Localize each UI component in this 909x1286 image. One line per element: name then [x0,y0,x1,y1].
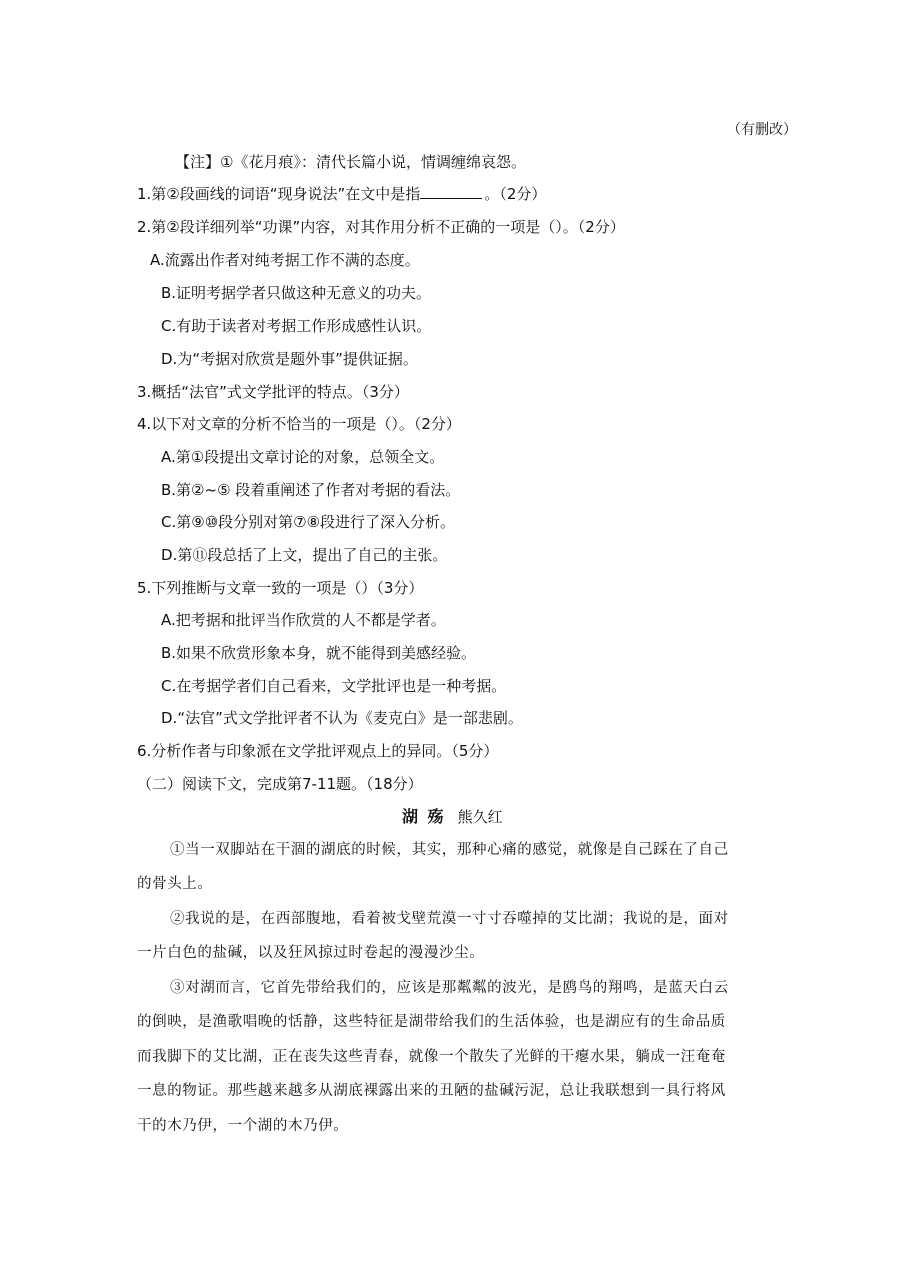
question-1-text: 1.第②段画线的词语“现身说法”在文中是指 [137,185,421,203]
paragraph-2-line-1: ②我说的是，在西部腹地，看着被戈壁荒漠一寸寸吞噬掉的艾比湖；我说的是，面对 [170,911,729,927]
annotation-note: 【注】①《花月痕》：清代长篇小说，情调缠绵哀怨。 [175,153,526,171]
paragraph-1-line-1: ①当一双脚站在干涸的湖底的时候，其实，那种心痛的感觉，就像是自己踩在了自己 [170,842,729,858]
question-2-option-c: C.有助于读者对考据工作形成感性认识。 [161,317,432,335]
question-5-option-d: D.“法官”式文学批评者不认为《麦克白》是一部悲剧。 [161,709,523,727]
question-1 [137,184,546,204]
section-2-heading: （二）阅读下文，完成第7-11题。（18分） [137,775,423,793]
question-2-option-d: D.为“考据对欣赏是题外事”提供证据。 [161,350,418,368]
question-5-option-c: C.在考据学者们自己看来，文学批评也是一种考据。 [161,677,507,695]
question-4-option-b: B.第②~⑤ 段着重阐述了作者对考据的看法。 [161,481,461,499]
paragraph-1-line-2: 的骨头上。 [137,876,213,892]
paragraph-3-line-3: 而我脚下的艾比湖，正在丧失这些青春，就像一个散失了光鲜的干瘪水果，躺成一汪奄奄 [137,1049,726,1065]
question-4-option-d: D.第⑪段总括了上文，提出了自己的主张。 [161,546,448,564]
paragraph-3-line-2: 的倒映，是渔歌唱晚的恬静，这些特征是湖带给我们的生活体验，也是湖应有的生命品质 [137,1014,726,1030]
question-1-score: 。（2分） [484,185,547,203]
question-4-option-c: C.第⑨⑩段分别对第⑦⑧段进行了深入分析。 [161,513,456,531]
answer-blank [420,184,482,199]
paragraph-3-line-4: 一息的物证。那些越来越多从湖底裸露出来的丑陋的盐碱污泥，总让我联想到一具行将风 [137,1083,726,1099]
paragraph-3-line-1: ③对湖而言，它首先带给我们的，应该是那粼粼的波光，是鸥鸟的翔鸣，是蓝天白云 [170,980,729,996]
question-3: 3.概括“法官”式文学批评的特点。（3分） [137,383,409,401]
article-author: 熊久红 [457,808,503,826]
question-2-option-a: A.流露出作者对纯考据工作不满的态度。 [150,251,420,269]
article-title: 湖 殇 [402,807,446,826]
paragraph-2-line-2: 一片白色的盐碱，以及狂风掠过时卷起的漫漫沙尘。 [137,945,485,961]
article-title-line [402,807,503,827]
question-5: 5.下列推断与文章一致的一项是（）（3分） [137,579,424,597]
source-note: （有删改） [727,122,797,138]
question-5-option-b: B.如果不欣赏形象本身，就不能得到美感经验。 [161,644,477,662]
question-2: 2.第②段详细列举“功课”内容，对其作用分析不正确的一项是（）。（2分） [137,218,625,236]
paragraph-3-line-5: 干的木乃伊，一个湖的木乃伊。 [137,1118,349,1134]
question-6: 6.分析作者与印象派在文学批评观点上的异同。（5分） [137,742,499,760]
question-4-option-a: A.第①段提出文章讨论的对象，总领全文。 [161,448,445,466]
question-5-option-a: A.把考据和批评当作欣赏的人不都是学者。 [161,611,446,629]
question-4: 4.以下对文章的分析不恰当的一项是（）。（2分） [137,415,461,433]
question-2-option-b: B.证明考据学者只做这种无意义的功夫。 [161,284,432,302]
